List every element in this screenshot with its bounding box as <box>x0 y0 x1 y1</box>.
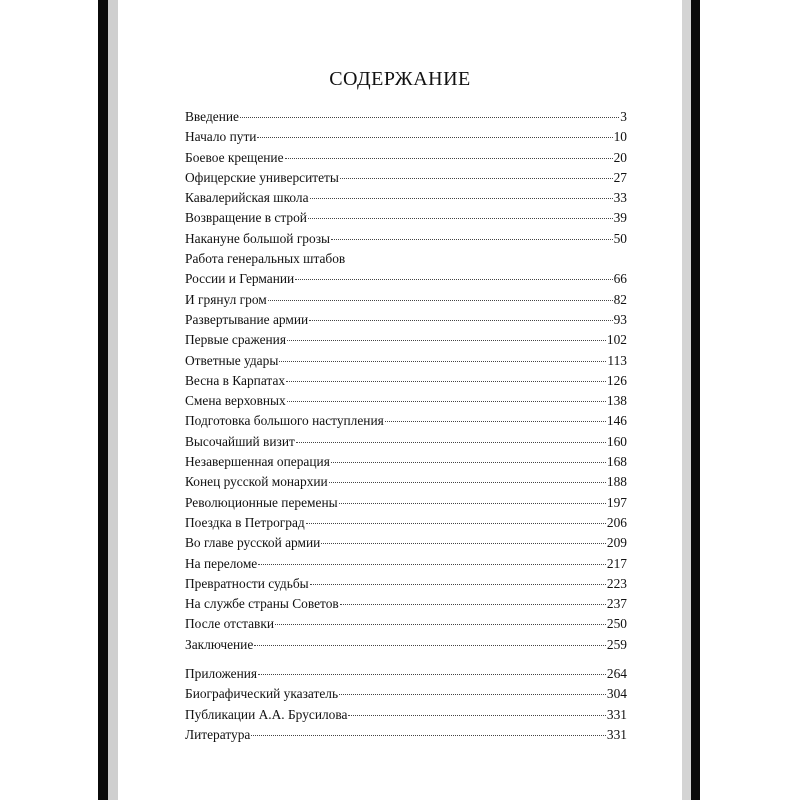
dot-leader <box>286 380 606 382</box>
toc-entry-page: 93 <box>613 311 627 327</box>
dot-leader <box>329 481 606 483</box>
toc-entry <box>185 513 627 533</box>
dot-leader <box>309 319 612 321</box>
toc-entry <box>185 371 627 391</box>
toc-entry-page: 160 <box>606 433 627 449</box>
dot-leader <box>308 217 613 219</box>
toc-entry <box>185 107 627 127</box>
toc-entry <box>185 249 627 269</box>
toc-entry-label: России и Германии <box>185 271 295 287</box>
toc-entry-page: 138 <box>606 393 627 409</box>
toc-entry-page: 331 <box>606 726 627 742</box>
dot-leader <box>251 734 606 736</box>
toc-entry <box>185 533 627 553</box>
toc-entry-label: Приложения <box>185 666 258 682</box>
toc-entry-label: Конец русской монархии <box>185 474 328 490</box>
toc-entry <box>185 432 627 452</box>
left-gutter <box>108 0 118 800</box>
dot-leader <box>348 714 605 716</box>
dot-leader <box>340 177 613 179</box>
dot-leader <box>287 339 606 341</box>
toc-entry-label: После отставки <box>185 616 275 632</box>
toc-entry <box>185 635 627 655</box>
toc-entry-page: 33 <box>613 190 627 206</box>
page-title: СОДЕРЖАНИЕ <box>329 68 471 90</box>
toc-entry-page: 66 <box>613 271 627 287</box>
toc-entry <box>185 208 627 228</box>
toc-entry <box>185 330 627 350</box>
toc-entry-label: Боевое крещение <box>185 149 284 165</box>
dot-leader <box>331 461 606 463</box>
toc-entry-page: 39 <box>613 210 627 226</box>
toc-entry-label: Незавершенная операция <box>185 454 330 470</box>
toc-entry <box>185 269 627 289</box>
toc-entry-label: Революционные перемены <box>185 494 338 510</box>
dot-leader <box>310 197 613 199</box>
toc-entry-page: 217 <box>606 555 627 571</box>
toc-entry <box>185 725 627 745</box>
toc-entry <box>185 188 627 208</box>
dot-leader <box>306 522 606 524</box>
toc-entry <box>185 554 627 574</box>
toc-entry-page: 206 <box>606 514 627 530</box>
toc-entry-page: 27 <box>613 169 627 185</box>
dot-leader <box>287 400 606 402</box>
toc-entry <box>185 684 627 704</box>
toc-entry-page: 3 <box>620 109 627 124</box>
toc-entry-label: На переломе <box>185 555 258 571</box>
toc-entry <box>185 290 627 310</box>
toc-entry-label: Литература <box>185 726 251 742</box>
toc-entry-label: Биографический указатель <box>185 686 339 702</box>
toc-entry-page: 126 <box>606 372 627 388</box>
toc-entry <box>185 493 627 513</box>
dot-leader <box>296 441 606 443</box>
toc-entry-label: Превратности судьбы <box>185 575 309 591</box>
toc-entry-label: Развертывание армии <box>185 311 309 327</box>
toc-entry-page: 209 <box>606 535 627 551</box>
right-dark-border <box>691 0 700 800</box>
toc-entry-page: 50 <box>613 230 627 246</box>
toc-entry-page: 223 <box>606 575 627 591</box>
dot-leader <box>295 278 612 280</box>
toc-entry <box>185 310 627 330</box>
toc-entry-page: 146 <box>606 413 627 429</box>
dot-leader <box>321 542 606 544</box>
toc-entry <box>185 452 627 472</box>
dot-leader <box>340 603 606 605</box>
dot-leader <box>339 693 606 695</box>
toc-entry-label: Подготовка большого наступления <box>185 413 384 429</box>
toc-entry <box>185 472 627 492</box>
toc-entry-label: Публикации А.А. Брусилова <box>185 706 348 722</box>
book-page <box>118 0 682 800</box>
toc-entry-page: 197 <box>606 494 627 510</box>
toc-entry <box>185 351 627 371</box>
toc-entry-page: 331 <box>606 706 627 722</box>
toc-entry <box>185 574 627 594</box>
toc-entry-label: На службе страны Советов <box>185 596 339 612</box>
toc-entry <box>185 229 627 249</box>
toc-entry <box>185 594 627 614</box>
toc-entry-page: 259 <box>606 636 627 652</box>
dot-leader <box>258 673 606 675</box>
toc-entry-label: Возвращение в строй <box>185 210 307 226</box>
toc-entry-page: 82 <box>613 291 627 307</box>
dot-leader <box>258 563 606 565</box>
dot-leader <box>275 623 606 625</box>
dot-leader <box>339 502 606 504</box>
toc-entry <box>185 614 627 634</box>
toc-entry-label: Офицерские университеты <box>185 169 339 185</box>
toc-entry-label: Поездка в Петроград <box>185 514 305 530</box>
toc-entry <box>185 664 627 684</box>
toc-entry-label: Введение <box>185 109 239 124</box>
dot-leader <box>254 644 606 646</box>
table-of-contents <box>185 107 627 745</box>
toc-entry-page: 20 <box>613 149 627 165</box>
toc-entry-label: Работа генеральных штабов <box>185 251 346 267</box>
toc-entry-page: 113 <box>607 352 627 368</box>
toc-entry-label: Кавалерийская школа <box>185 190 309 206</box>
toc-entry-label: Ответные удары <box>185 352 279 368</box>
toc-entry <box>185 168 627 188</box>
toc-entry-page: 168 <box>606 454 627 470</box>
toc-entry-label: Начало пути <box>185 129 257 145</box>
right-gutter <box>682 0 691 800</box>
toc-entry-label: Высочайший визит <box>185 433 295 449</box>
toc-entry-page: 10 <box>613 129 627 145</box>
toc-entry-label: И грянул гром <box>185 291 267 307</box>
toc-entry-page: 250 <box>606 616 627 632</box>
toc-entry-page: 304 <box>606 686 627 702</box>
toc-entry-label: Весна в Карпатах <box>185 372 286 388</box>
toc-entry <box>185 411 627 431</box>
toc-entry-page: 237 <box>606 596 627 612</box>
toc-entry <box>185 705 627 725</box>
dot-leader <box>310 583 606 585</box>
dot-leader <box>240 116 619 118</box>
dot-leader <box>285 157 613 159</box>
dot-leader <box>331 238 613 240</box>
toc-entry-label: Смена верховных <box>185 393 286 409</box>
dot-leader <box>257 136 612 138</box>
toc-entry-page: 102 <box>606 332 627 348</box>
dot-leader <box>385 420 606 422</box>
toc-entry-label: Накануне большой грозы <box>185 230 330 246</box>
dot-leader <box>268 299 613 301</box>
toc-entry-label: Во главе русской армии <box>185 535 321 551</box>
toc-entry <box>185 127 627 147</box>
toc-entry-page: 264 <box>606 666 627 682</box>
toc-entry <box>185 148 627 168</box>
toc-entry-page: 188 <box>606 474 627 490</box>
toc-entry-label: Первые сражения <box>185 332 287 348</box>
toc-entry <box>185 391 627 411</box>
toc-entry-label: Заключение <box>185 636 254 652</box>
dot-leader <box>279 360 606 362</box>
left-dark-border <box>98 0 108 800</box>
